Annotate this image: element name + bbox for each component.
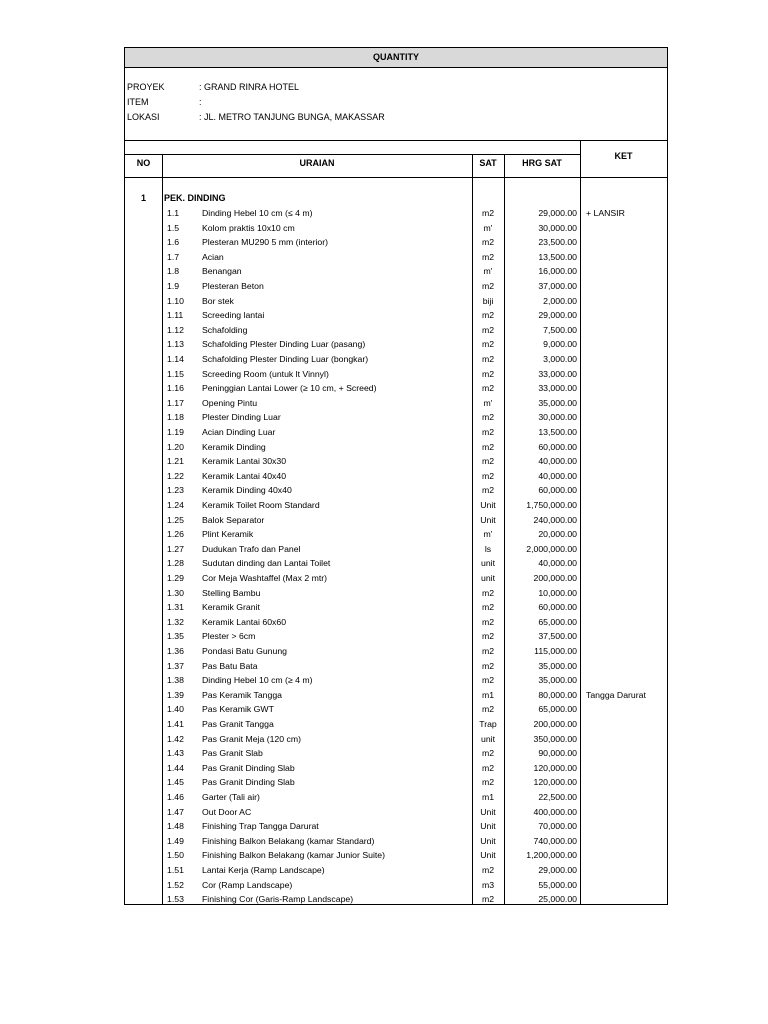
- table-row: [125, 732, 667, 747]
- item-code: 1.30: [167, 587, 184, 598]
- item-unit-price: 37,500.00: [538, 631, 577, 642]
- item-unit: m': [483, 529, 493, 540]
- item-description: Garter (Tali air): [202, 792, 260, 802]
- item-unit-price: 40,000.00: [538, 558, 577, 569]
- item-code: 1.49: [167, 835, 184, 846]
- item-description: Finishing Cor (Garis-Ramp Landscape): [202, 894, 354, 905]
- item-description: Out Door AC: [202, 806, 252, 817]
- table-row: [125, 746, 667, 761]
- item-unit-price: 10,000.00: [538, 587, 577, 598]
- item-unit-price: 2,000,000.00: [526, 543, 577, 554]
- info-value: :: [199, 97, 202, 107]
- item-unit: m2: [481, 748, 495, 759]
- item-code: 1.7: [167, 251, 180, 262]
- table-row: [125, 352, 667, 367]
- item-code: 1.31: [167, 602, 184, 613]
- item-unit: m2: [481, 762, 495, 773]
- item-description: Schafolding: [202, 324, 248, 335]
- item-code: 1.22: [167, 470, 184, 481]
- item-code: 1.16: [167, 383, 184, 394]
- item-unit: m2: [481, 470, 495, 481]
- table-row: [125, 848, 667, 863]
- item-code: 1.41: [167, 719, 184, 729]
- table-row: [125, 805, 667, 820]
- item-description: Benangan: [202, 266, 242, 277]
- table-row: [125, 279, 667, 294]
- item-code: 1.50: [167, 850, 184, 861]
- table-row: [125, 396, 667, 411]
- item-unit: biji: [482, 295, 494, 306]
- table-row: [125, 600, 667, 615]
- item-unit: m2: [481, 251, 495, 262]
- item-description: Screeding Room (untuk lt Vinnyl): [202, 368, 329, 379]
- item-description: Sudutan dinding dan Lantai Toilet: [202, 558, 331, 569]
- item-unit-price: 200,000.00: [533, 573, 577, 583]
- item-unit: Unit: [480, 514, 496, 525]
- item-unit-price: 55,000.00: [538, 879, 577, 890]
- header-bottom-line: [125, 177, 667, 178]
- item-unit: m2: [481, 616, 495, 627]
- item-unit-price: 240,000.00: [533, 514, 577, 525]
- item-description: Screeding lantai: [202, 310, 265, 321]
- item-code: 1.26: [167, 529, 184, 540]
- table-row: [125, 629, 667, 644]
- item-unit: m2: [481, 281, 495, 291]
- table-row: [125, 761, 667, 776]
- item-description: Lantai Kerja (Ramp Landscape): [202, 865, 325, 875]
- info-value: : GRAND RINRA HOTEL: [199, 82, 300, 92]
- item-unit: m2: [481, 427, 495, 437]
- item-unit-price: 20,000.00: [538, 529, 577, 540]
- item-unit-price: 22,500.00: [538, 792, 577, 802]
- table-row: [125, 235, 667, 250]
- item-code: 1.14: [167, 354, 184, 364]
- group-row: [125, 191, 667, 205]
- item-unit-price: 115,000.00: [534, 646, 577, 656]
- item-description: Pas Granit Tangga: [202, 719, 274, 729]
- item-unit: m2: [481, 485, 495, 496]
- table-row: [125, 308, 667, 323]
- item-code: 1.1: [167, 208, 180, 218]
- table-row: [125, 775, 667, 790]
- item-code: 1.36: [167, 646, 184, 656]
- item-code: 1.10: [167, 295, 184, 306]
- item-unit-price: 13,500.00: [538, 251, 577, 262]
- item-code: 1.40: [167, 704, 184, 715]
- item-unit: m2: [481, 310, 495, 321]
- col-header-ket: KET: [614, 151, 633, 161]
- item-unit: m1: [481, 792, 495, 802]
- item-description: Kolom praktis 10x10 cm: [202, 222, 295, 233]
- header-inner-line: [125, 154, 580, 155]
- item-description: Pas Granit Meja (120 cm): [202, 733, 301, 744]
- item-unit-price: 70,000.00: [538, 821, 577, 832]
- item-description: Peninggian Lantai Lower (≥ 10 cm, + Screed): [202, 383, 377, 394]
- group-name: PEK. DINDING: [164, 193, 226, 203]
- item-unit: m2: [481, 354, 495, 364]
- item-description: Pondasi Batu Gunung: [202, 646, 288, 656]
- item-unit-price: 400,000.00: [533, 806, 577, 817]
- item-code: 1.43: [167, 748, 184, 759]
- table-row: [125, 425, 667, 440]
- table-row: [125, 659, 667, 674]
- item-unit: Trap: [479, 719, 497, 729]
- item-description: Plint Keramik: [202, 529, 254, 540]
- item-unit-price: 33,000.00: [538, 368, 577, 379]
- item-unit-price: 200,000.00: [533, 719, 577, 729]
- item-code: 1.27: [167, 543, 184, 554]
- item-description: Dudukan Trafo dan Panel: [202, 543, 301, 554]
- item-unit-price: 60,000.00: [538, 485, 577, 496]
- item-code: 1.9: [167, 281, 180, 291]
- col-header-uraian: URAIAN: [299, 158, 335, 168]
- item-unit: m2: [481, 324, 495, 335]
- item-description: Schafolding Plester Dinding Luar (pasang): [202, 339, 366, 350]
- item-unit-price: 740,000.00: [533, 835, 577, 846]
- item-unit: m2: [481, 237, 495, 248]
- col-header-hrg-sat: HRG SAT: [522, 158, 562, 168]
- item-code: 1.35: [167, 631, 184, 642]
- item-unit: m2: [481, 865, 495, 875]
- item-unit-price: 35,000.00: [538, 675, 577, 686]
- table-row: [125, 454, 667, 469]
- item-code: 1.25: [167, 514, 184, 525]
- item-description: Plester > 6cm: [202, 631, 256, 642]
- item-code: 1.23: [167, 485, 184, 496]
- item-description: Acian Dinding Luar: [202, 427, 276, 437]
- item-unit-price: 35,000.00: [538, 397, 577, 408]
- table-row: [125, 819, 667, 834]
- item-unit: m': [483, 397, 493, 408]
- item-code: 1.51: [167, 865, 184, 875]
- item-unit-price: 29,000.00: [538, 865, 577, 875]
- item-unit-price: 40,000.00: [538, 470, 577, 481]
- table-row: [125, 206, 667, 221]
- item-unit-price: 29,000.00: [538, 310, 577, 321]
- item-code: 1.24: [167, 500, 184, 510]
- item-description: Balok Separator: [202, 514, 265, 525]
- item-unit: m2: [481, 383, 495, 394]
- table-row: [125, 264, 667, 279]
- item-code: 1.21: [167, 456, 184, 467]
- item-description: Pas Granit Dinding Slab: [202, 777, 295, 788]
- item-unit: Unit: [480, 500, 496, 510]
- table-row: [125, 337, 667, 352]
- item-description: Pas Granit Dinding Slab: [202, 762, 295, 773]
- quantity-sheet: [124, 47, 668, 905]
- header-top-line: [125, 140, 667, 141]
- table-row: [125, 542, 667, 557]
- item-code: 1.17: [167, 397, 184, 408]
- item-unit-price: 9,000.00: [543, 339, 577, 350]
- sheet-title: QUANTITY: [125, 47, 667, 68]
- item-unit-price: 120,000.00: [533, 762, 577, 773]
- item-description: Finishing Trap Tangga Darurat: [202, 821, 319, 832]
- item-code: 1.11: [167, 310, 184, 321]
- item-unit: m2: [481, 660, 495, 671]
- item-code: 1.52: [167, 879, 184, 890]
- item-description: Opening Pintu: [202, 397, 258, 408]
- item-code: 1.42: [167, 733, 184, 744]
- item-code: 1.37: [167, 660, 184, 671]
- item-unit-price: 1,200,000.00: [526, 850, 577, 861]
- item-description: Dinding Hebel 10 cm (≥ 4 m): [202, 675, 313, 686]
- item-unit-price: 7,500.00: [543, 324, 577, 335]
- item-unit-price: 16,000.00: [538, 266, 577, 277]
- item-code: 1.46: [167, 792, 184, 802]
- item-code: 1.38: [167, 675, 184, 686]
- table-row: [125, 834, 667, 849]
- table-row: [125, 615, 667, 630]
- table-row: [125, 673, 667, 688]
- item-unit: Unit: [480, 835, 496, 846]
- table-row: [125, 469, 667, 484]
- item-unit: m3: [481, 879, 495, 890]
- item-unit-price: 2,000.00: [543, 295, 577, 306]
- item-code: 1.18: [167, 412, 184, 423]
- item-unit-price: 30,000.00: [538, 222, 577, 233]
- item-unit-price: 35,000.00: [538, 660, 577, 671]
- item-unit-price: 23,500.00: [538, 237, 577, 248]
- item-unit: unit: [480, 733, 495, 744]
- item-unit-price: 37,000.00: [538, 281, 577, 291]
- item-unit-price: 29,000.00: [538, 208, 577, 218]
- item-unit: m2: [481, 894, 495, 905]
- item-unit: ls: [484, 543, 492, 554]
- item-description: Cor Meja Washtaffel (Max 2 mtr): [202, 573, 328, 583]
- table-row: [125, 556, 667, 571]
- item-description: Plesteran MU290 5 mm (interior): [202, 237, 329, 248]
- item-code: 1.39: [167, 689, 184, 700]
- item-code: 1.20: [167, 441, 184, 452]
- item-remark: + LANSIR: [586, 208, 625, 218]
- item-description: Schafolding Plester Dinding Luar (bongkar): [202, 354, 369, 364]
- table-row: [125, 250, 667, 265]
- item-remark: Tangga Darurat: [586, 689, 646, 700]
- item-unit: m2: [481, 208, 495, 218]
- item-description: Keramik Dinding: [202, 441, 266, 452]
- table-row: [125, 513, 667, 528]
- item-unit: m2: [481, 339, 495, 350]
- col-header-no: NO: [136, 158, 151, 168]
- item-unit-price: 350,000.00: [533, 733, 577, 744]
- item-description: Acian: [202, 251, 224, 262]
- item-unit-price: 40,000.00: [538, 456, 577, 467]
- table-row: [125, 498, 667, 513]
- table-row: [125, 440, 667, 455]
- table-row: [125, 221, 667, 236]
- item-description: Keramik Dinding 40x40: [202, 485, 292, 496]
- table-row: [125, 688, 667, 703]
- item-description: Finishing Balkon Belakang (kamar Junior Suite): [202, 850, 386, 861]
- table-row: [125, 790, 667, 805]
- item-unit-price: 60,000.00: [538, 441, 577, 452]
- table-row: [125, 644, 667, 659]
- item-code: 1.45: [167, 777, 184, 788]
- table-row: [125, 571, 667, 586]
- table-row: [125, 294, 667, 309]
- info-label: LOKASI: [127, 112, 160, 122]
- item-description: Keramik Lantai 30x30: [202, 456, 287, 467]
- info-value: : JL. METRO TANJUNG BUNGA, MAKASSAR: [199, 112, 385, 122]
- item-unit-price: 80,000.00: [538, 689, 577, 700]
- item-unit: Unit: [480, 806, 496, 817]
- item-unit-price: 65,000.00: [538, 616, 577, 627]
- item-code: 1.5: [167, 222, 180, 233]
- table-row: [125, 483, 667, 498]
- item-description: Keramik Granit: [202, 602, 260, 613]
- item-code: 1.19: [167, 427, 184, 437]
- item-code: 1.44: [167, 762, 184, 773]
- item-code: 1.53: [167, 894, 184, 905]
- item-code: 1.29: [167, 573, 184, 583]
- item-code: 1.12: [167, 324, 184, 335]
- table-row: [125, 381, 667, 396]
- item-description: Stelling Bambu: [202, 587, 261, 598]
- table-row: [125, 863, 667, 878]
- table-row: [125, 527, 667, 542]
- item-description: Keramik Lantai 40x40: [202, 470, 287, 481]
- item-description: Finishing Balkon Belakang (kamar Standard): [202, 835, 375, 846]
- table-row: [125, 892, 667, 907]
- item-unit: unit: [480, 558, 495, 569]
- table-row: [125, 410, 667, 425]
- item-code: 1.47: [167, 806, 184, 817]
- item-unit: unit: [480, 573, 495, 583]
- item-unit: m2: [481, 368, 495, 379]
- item-unit: m2: [481, 675, 495, 686]
- table-row: [125, 323, 667, 338]
- item-unit: m': [483, 266, 493, 277]
- item-code: 1.8: [167, 266, 180, 277]
- item-unit-price: 60,000.00: [538, 602, 577, 613]
- info-label: ITEM: [127, 97, 149, 107]
- item-description: Keramik Lantai 60x60: [202, 616, 287, 627]
- table-row: [125, 367, 667, 382]
- item-unit-price: 65,000.00: [538, 704, 577, 715]
- item-unit: m2: [481, 412, 495, 423]
- item-description: Keramik Toilet Room Standard: [202, 500, 320, 510]
- item-unit-price: 13,500.00: [538, 427, 577, 437]
- item-code: 1.13: [167, 339, 184, 350]
- item-unit: m2: [481, 602, 495, 613]
- item-code: 1.28: [167, 558, 184, 569]
- table-row: [125, 878, 667, 893]
- item-unit-price: 3,000.00: [543, 354, 577, 364]
- table-row: [125, 717, 667, 732]
- item-unit: m2: [481, 631, 495, 642]
- item-unit: m1: [481, 689, 495, 700]
- item-unit: m2: [481, 646, 495, 656]
- item-description: Pas Batu Bata: [202, 660, 258, 671]
- table-row: [125, 702, 667, 717]
- item-unit-price: 120,000.00: [533, 777, 577, 788]
- item-unit-price: 25,000.00: [538, 894, 577, 905]
- item-code: 1.48: [167, 821, 184, 832]
- item-unit-price: 33,000.00: [538, 383, 577, 394]
- item-description: Dinding Hebel 10 cm (≤ 4 m): [202, 208, 313, 218]
- item-code: 1.15: [167, 368, 184, 379]
- item-unit: Unit: [480, 850, 496, 861]
- item-description: Bor stek: [202, 295, 234, 306]
- item-unit-price: 30,000.00: [538, 412, 577, 423]
- item-unit-price: 90,000.00: [538, 748, 577, 759]
- item-description: Plesteran Beton: [202, 281, 264, 291]
- item-description: Pas Keramik Tangga: [202, 689, 283, 700]
- item-unit: m2: [481, 704, 495, 715]
- item-code: 1.32: [167, 616, 184, 627]
- item-unit: Unit: [480, 821, 496, 832]
- item-unit: m2: [481, 456, 495, 467]
- group-number: 1: [140, 193, 146, 203]
- item-unit: m2: [481, 587, 495, 598]
- item-description: Pas Keramik GWT: [202, 704, 274, 715]
- table-row: [125, 586, 667, 601]
- item-description: Plester Dinding Luar: [202, 412, 281, 423]
- item-description: Pas Granit Slab: [202, 748, 263, 759]
- item-unit: m2: [481, 441, 495, 452]
- item-unit: m': [483, 222, 493, 233]
- item-code: 1.6: [167, 237, 180, 248]
- col-header-sat: SAT: [479, 158, 497, 168]
- item-unit-price: 1,750,000.00: [526, 500, 577, 510]
- info-label: PROYEK: [127, 82, 165, 92]
- item-description: Cor (Ramp Landscape): [202, 879, 293, 890]
- item-unit: m2: [481, 777, 495, 788]
